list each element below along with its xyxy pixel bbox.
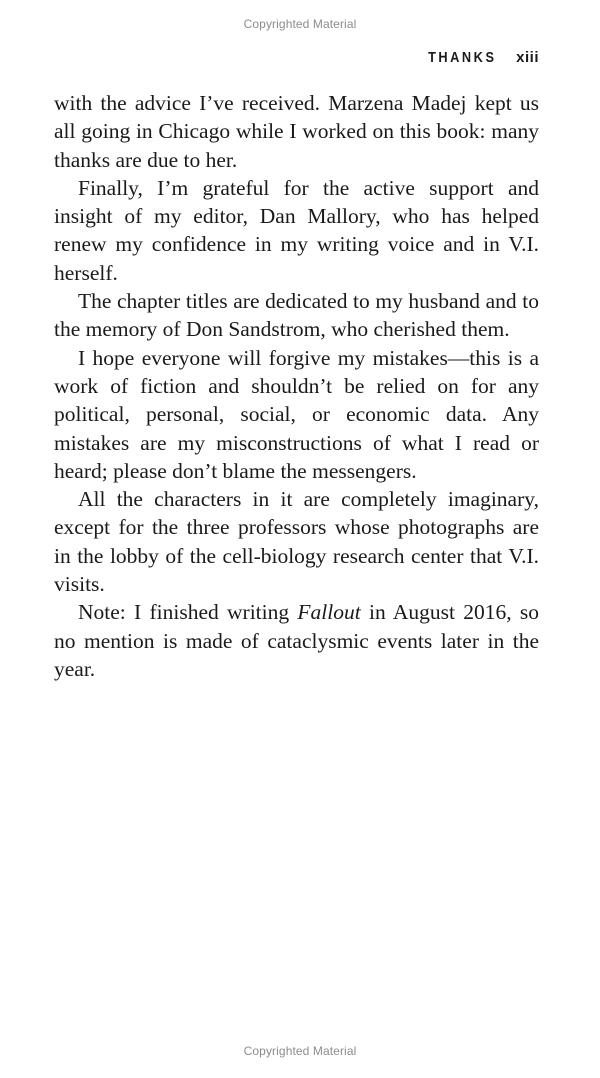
paragraph-continued: with the advice I’ve received. Marzena Madej kept us all going in Chicago while I worked on this book: many thanks are due to her. bbox=[54, 91, 539, 172]
running-head-title: THANKS bbox=[427, 49, 497, 66]
paragraph-note bbox=[54, 598, 539, 683]
copyright-watermark-top: Copyrighted Material bbox=[243, 17, 357, 31]
body-text bbox=[54, 89, 539, 683]
paragraph-chapter-titles: The chapter titles are dedicated to my husband and to the memory of Don Sandstrom, who cherished them. bbox=[54, 289, 539, 342]
page-number: xiii bbox=[516, 49, 539, 66]
note-after: in August 2016, so no mention is made of cataclysmic events later in the year. bbox=[54, 600, 539, 681]
copyright-watermark-bottom: Copyrighted Material bbox=[243, 1044, 357, 1058]
book-title-fallout: Fallout bbox=[297, 600, 361, 625]
running-head bbox=[416, 49, 539, 66]
note-before: Note: I finished writing bbox=[78, 600, 298, 625]
paragraph-mistakes: I hope everyone will forgive my mistakes—this is a work of fiction and shouldn’t be relied on for any political, personal, social, or economic data. Any mistakes are my misconstructions of what I read or heard; please don’t blame the messengers. bbox=[54, 345, 539, 483]
paragraph-editor-thanks: Finally, I’m grateful for the active support and insight of my editor, Dan Mallory, who has helped renew my confidence in my writing voice and in V.I. herself. bbox=[54, 175, 539, 285]
paragraph-characters: All the characters in it are completely imaginary, except for the three professors whose photographs are in the lobby of the cell-biology research center that V.I. visits. bbox=[54, 487, 539, 597]
